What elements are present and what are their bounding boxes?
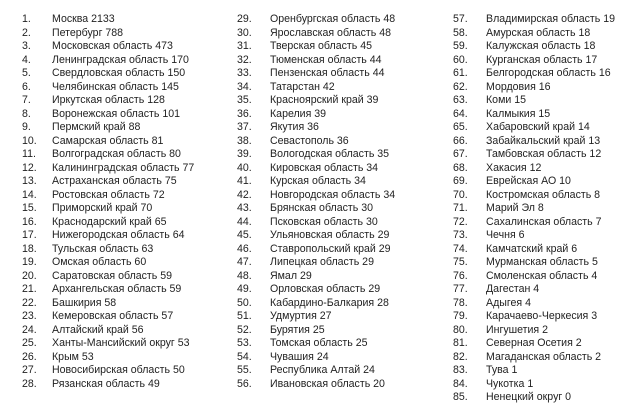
item-number: 71.	[453, 202, 468, 214]
item-text: Свердловская область 150	[52, 67, 186, 79]
list-item	[237, 351, 395, 365]
list-item	[22, 256, 194, 270]
item-text: Калининградская область 77	[52, 161, 195, 174]
item-text: Хакасия 12	[486, 161, 542, 174]
item-number: 2.	[22, 26, 31, 39]
list-item	[22, 189, 194, 203]
item-text: Алтайский край 56	[52, 323, 144, 336]
item-number: 65.	[453, 121, 468, 133]
item-text: Тамбовская область 12	[486, 148, 602, 160]
item-number: 21.	[22, 283, 37, 295]
list-item	[237, 270, 395, 284]
list-item	[22, 310, 194, 324]
item-number: 47.	[237, 256, 252, 268]
item-text: Архангельская область 59	[52, 283, 182, 295]
item-text: Коми 15	[486, 94, 526, 106]
list-item	[237, 27, 395, 41]
item-number: 50.	[237, 296, 252, 309]
item-number: 5.	[22, 67, 31, 79]
list-item	[453, 94, 615, 108]
list-item	[453, 108, 615, 122]
item-text: Белгородская область 16	[486, 67, 611, 79]
item-number: 36.	[237, 107, 252, 120]
item-text: Московская область 473	[52, 40, 173, 52]
item-number: 46.	[237, 242, 252, 255]
item-number: 26.	[22, 350, 37, 363]
item-text: Краснодарский край 65	[52, 215, 167, 228]
item-number: 74.	[453, 242, 468, 255]
list-item	[453, 175, 615, 189]
item-number: 3.	[22, 40, 31, 52]
item-text: Марий Эл 8	[486, 202, 544, 214]
item-text: Адыгея 4	[486, 296, 531, 309]
item-number: 53.	[237, 337, 252, 349]
item-number: 13.	[22, 175, 37, 187]
item-text: Костромская область 8	[486, 188, 601, 201]
item-text: Томская область 25	[270, 337, 368, 349]
list-item	[453, 202, 615, 216]
list-item	[22, 67, 194, 81]
item-text: Ивановская область 20	[270, 377, 385, 390]
item-number: 62.	[453, 80, 468, 93]
list-item	[453, 378, 615, 392]
list-item	[22, 351, 194, 365]
item-text: Калужская область 18	[486, 40, 596, 52]
item-text: Бурятия 25	[270, 323, 325, 336]
item-text: Ненецкий округ 0	[486, 391, 572, 403]
item-number: 34.	[237, 80, 252, 93]
list-item	[237, 324, 395, 338]
item-number: 33.	[237, 67, 252, 79]
item-number: 60.	[453, 53, 468, 66]
item-text: Оренбургская область 48	[270, 13, 396, 25]
list-item	[453, 391, 615, 405]
item-text: Сахалинская область 7	[486, 215, 602, 228]
item-number: 28.	[22, 377, 37, 390]
item-number: 69.	[453, 175, 468, 187]
list-item	[237, 202, 395, 216]
item-number: 58.	[453, 26, 468, 39]
item-number: 32.	[237, 53, 252, 66]
item-text: Тверская область 45	[270, 40, 372, 52]
list-item	[453, 162, 615, 176]
item-number: 6.	[22, 80, 31, 93]
item-number: 64.	[453, 107, 468, 120]
item-number: 63.	[453, 94, 468, 106]
list-item	[22, 27, 194, 41]
item-number: 27.	[22, 364, 37, 376]
item-number: 84.	[453, 377, 468, 390]
item-number: 57.	[453, 13, 468, 25]
item-text: Чечня 6	[486, 229, 525, 241]
item-text: Воронежская область 101	[52, 107, 181, 120]
item-number: 4.	[22, 53, 31, 66]
item-text: Пермский край 88	[52, 121, 141, 133]
item-number: 16.	[22, 215, 37, 228]
item-number: 23.	[22, 310, 37, 322]
list-item	[453, 297, 615, 311]
list-item	[237, 108, 395, 122]
item-number: 37.	[237, 121, 252, 133]
item-text: Брянская область 30	[270, 202, 373, 214]
item-text: Амурская область 18	[486, 26, 591, 39]
item-number: 9.	[22, 121, 31, 133]
list-item	[453, 324, 615, 338]
list-column-1	[22, 13, 194, 391]
item-number: 72.	[453, 215, 468, 228]
list-item	[453, 40, 615, 54]
item-number: 30.	[237, 26, 252, 39]
list-item	[22, 243, 194, 257]
list-item	[237, 121, 395, 135]
item-text: Волгоградская область 80	[52, 148, 181, 160]
item-number: 40.	[237, 161, 252, 174]
item-number: 54.	[237, 350, 252, 363]
item-number: 17.	[22, 229, 37, 241]
item-text: Камчатский край 6	[486, 242, 578, 255]
item-text: Ханты-Мансийский округ 53	[52, 337, 190, 349]
list-item	[453, 121, 615, 135]
list-item	[237, 216, 395, 230]
item-text: Красноярский край 39	[270, 94, 379, 106]
list-item	[22, 283, 194, 297]
item-number: 8.	[22, 107, 31, 120]
item-number: 59.	[453, 40, 468, 52]
list-item	[22, 324, 194, 338]
item-text: Ульяновская область 29	[270, 229, 390, 241]
list-column-2	[237, 13, 395, 391]
item-text: Курская область 34	[270, 175, 366, 187]
list-item	[453, 13, 615, 27]
item-text: Рязанская область 49	[52, 377, 160, 390]
list-item	[22, 216, 194, 230]
item-text: Ямал 29	[270, 269, 312, 282]
item-text: Курганская область 17	[486, 53, 598, 66]
item-text: Астраханская область 75	[52, 175, 177, 187]
list-item	[22, 94, 194, 108]
list-item	[453, 256, 615, 270]
item-number: 68.	[453, 161, 468, 174]
list-item	[22, 270, 194, 284]
list-item	[453, 135, 615, 149]
item-text: Дагестан 4	[486, 283, 540, 295]
item-text: Тульская область 63	[52, 242, 154, 255]
item-text: Тюменская область 44	[270, 53, 382, 66]
item-text: Псковская область 30	[270, 215, 378, 228]
list-item	[237, 364, 395, 378]
list-item	[237, 243, 395, 257]
item-number: 42.	[237, 188, 252, 201]
item-number: 35.	[237, 94, 252, 106]
item-number: 31.	[237, 40, 252, 52]
list-item	[237, 162, 395, 176]
item-text: Еврейская АО 10	[486, 175, 571, 187]
list-item	[453, 283, 615, 297]
item-number: 83.	[453, 364, 468, 376]
list-item	[237, 81, 395, 95]
item-text: Мордовия 16	[486, 80, 551, 93]
item-number: 49.	[237, 283, 252, 295]
list-item	[237, 229, 395, 243]
item-number: 70.	[453, 188, 468, 201]
item-text: Липецкая область 29	[270, 256, 374, 268]
list-item	[22, 229, 194, 243]
item-text: Удмуртия 27	[270, 310, 332, 322]
item-text: Карелия 39	[270, 107, 327, 120]
list-item	[237, 175, 395, 189]
item-number: 51.	[237, 310, 252, 322]
list-item	[453, 81, 615, 95]
list-item	[22, 148, 194, 162]
item-text: Северная Осетия 2	[486, 337, 582, 349]
list-item	[237, 40, 395, 54]
list-item	[237, 54, 395, 68]
item-number: 25.	[22, 337, 37, 349]
list-item	[22, 202, 194, 216]
item-number: 10.	[22, 134, 37, 147]
list-item	[237, 310, 395, 324]
item-number: 38.	[237, 134, 252, 147]
list-item	[22, 13, 194, 27]
list-item	[237, 13, 395, 27]
item-number: 79.	[453, 310, 468, 322]
item-number: 24.	[22, 323, 37, 336]
list-item	[237, 135, 395, 149]
list-item	[237, 67, 395, 81]
list-item	[453, 216, 615, 230]
list-item	[453, 67, 615, 81]
list-item	[22, 121, 194, 135]
item-number: 67.	[453, 148, 468, 160]
item-text: Крым 53	[52, 350, 94, 363]
item-text: Кировская область 34	[270, 161, 379, 174]
item-number: 66.	[453, 134, 468, 147]
item-number: 15.	[22, 202, 37, 214]
item-text: Ярославская область 48	[270, 26, 392, 39]
item-text: Омская область 60	[52, 256, 147, 268]
item-text: Чукотка 1	[486, 377, 534, 390]
item-text: Пензенская область 44	[270, 67, 385, 79]
item-text: Хабаровский край 14	[486, 121, 590, 133]
list-item	[22, 81, 194, 95]
list-item	[237, 189, 395, 203]
item-number: 11.	[22, 148, 36, 160]
item-text: Петербург 788	[52, 26, 124, 39]
item-number: 81.	[453, 337, 468, 349]
item-text: Башкирия 58	[52, 296, 117, 309]
item-text: Приморский край 70	[52, 202, 153, 214]
item-text: Челябинская область 145	[52, 80, 179, 93]
item-text: Саратовская область 59	[52, 269, 173, 282]
item-text: Новосибирская область 50	[52, 364, 185, 376]
item-text: Республика Алтай 24	[270, 364, 375, 376]
item-number: 77.	[453, 283, 468, 295]
item-number: 22.	[22, 296, 37, 309]
item-text: Вологодская область 35	[270, 148, 390, 160]
item-text: Ингушетия 2	[486, 323, 549, 336]
item-number: 80.	[453, 323, 468, 336]
item-text: Орловская область 29	[270, 283, 381, 295]
list-item	[237, 256, 395, 270]
list-item	[453, 270, 615, 284]
item-text: Мурманская область 5	[486, 256, 598, 268]
list-item	[453, 243, 615, 257]
list-column-3	[453, 13, 615, 405]
list-item	[453, 189, 615, 203]
list-item	[453, 310, 615, 324]
list-item	[237, 337, 395, 351]
item-number: 52.	[237, 323, 252, 336]
list-item	[453, 54, 615, 68]
item-text: Забайкальский край 13	[486, 134, 601, 147]
item-number: 43.	[237, 202, 252, 214]
item-text: Владимирская область 19	[486, 13, 616, 25]
item-text: Кемеровская область 57	[52, 310, 174, 322]
list-item	[22, 175, 194, 189]
list-item	[453, 27, 615, 41]
list-item	[453, 351, 615, 365]
item-number: 76.	[453, 269, 468, 282]
item-number: 41.	[237, 175, 252, 187]
list-item	[453, 148, 615, 162]
item-text: Москва 2133	[52, 13, 115, 25]
item-number: 55.	[237, 364, 252, 376]
item-number: 12.	[22, 161, 37, 174]
list-item	[22, 297, 194, 311]
item-number: 48.	[237, 269, 252, 282]
item-number: 85.	[453, 391, 468, 403]
list-item	[237, 148, 395, 162]
list-item	[22, 337, 194, 351]
list-item	[22, 54, 194, 68]
item-number: 56.	[237, 377, 252, 390]
item-number: 73.	[453, 229, 468, 241]
item-text: Иркутская область 128	[52, 94, 165, 106]
item-text: Калмыкия 15	[486, 107, 551, 120]
list-item	[22, 135, 194, 149]
item-text: Татарстан 42	[270, 80, 335, 93]
item-number: 19.	[22, 256, 37, 268]
list-item	[22, 378, 194, 392]
list-item	[453, 229, 615, 243]
list-item	[237, 94, 395, 108]
list-item	[22, 108, 194, 122]
item-text: Ростовская область 72	[52, 188, 165, 201]
item-text: Тува 1	[486, 364, 518, 376]
item-number: 78.	[453, 296, 468, 309]
item-number: 18.	[22, 242, 37, 255]
item-text: Магаданская область 2	[486, 350, 602, 363]
item-text: Смоленская область 4	[486, 269, 598, 282]
list-item	[22, 162, 194, 176]
list-item	[237, 297, 395, 311]
list-item	[22, 364, 194, 378]
list-item	[453, 337, 615, 351]
item-text: Новгородская область 34	[270, 188, 396, 201]
item-text: Самарская область 81	[52, 134, 164, 147]
list-item	[22, 40, 194, 54]
item-number: 75.	[453, 256, 468, 268]
item-text: Чувашия 24	[270, 350, 329, 363]
item-number: 82.	[453, 350, 468, 363]
item-number: 45.	[237, 229, 252, 241]
item-text: Нижегородская область 64	[52, 229, 185, 241]
item-number: 14.	[22, 188, 37, 201]
item-text: Якутия 36	[270, 121, 319, 133]
list-item	[237, 283, 395, 297]
item-number: 1.	[22, 13, 31, 25]
item-number: 29.	[237, 13, 252, 25]
item-text: Ставропольский край 29	[270, 242, 391, 255]
list-item	[237, 378, 395, 392]
list-item	[453, 364, 615, 378]
item-text: Кабардино-Балкария 28	[270, 296, 389, 309]
item-text: Ленинградская область 170	[52, 53, 189, 66]
item-number: 61.	[453, 67, 468, 79]
item-text: Севастополь 36	[270, 134, 349, 147]
item-number: 7.	[22, 94, 31, 106]
item-number: 20.	[22, 269, 37, 282]
item-number: 39.	[237, 148, 252, 160]
item-number: 44.	[237, 215, 252, 228]
item-text: Карачаево-Черкесия 3	[486, 310, 598, 322]
